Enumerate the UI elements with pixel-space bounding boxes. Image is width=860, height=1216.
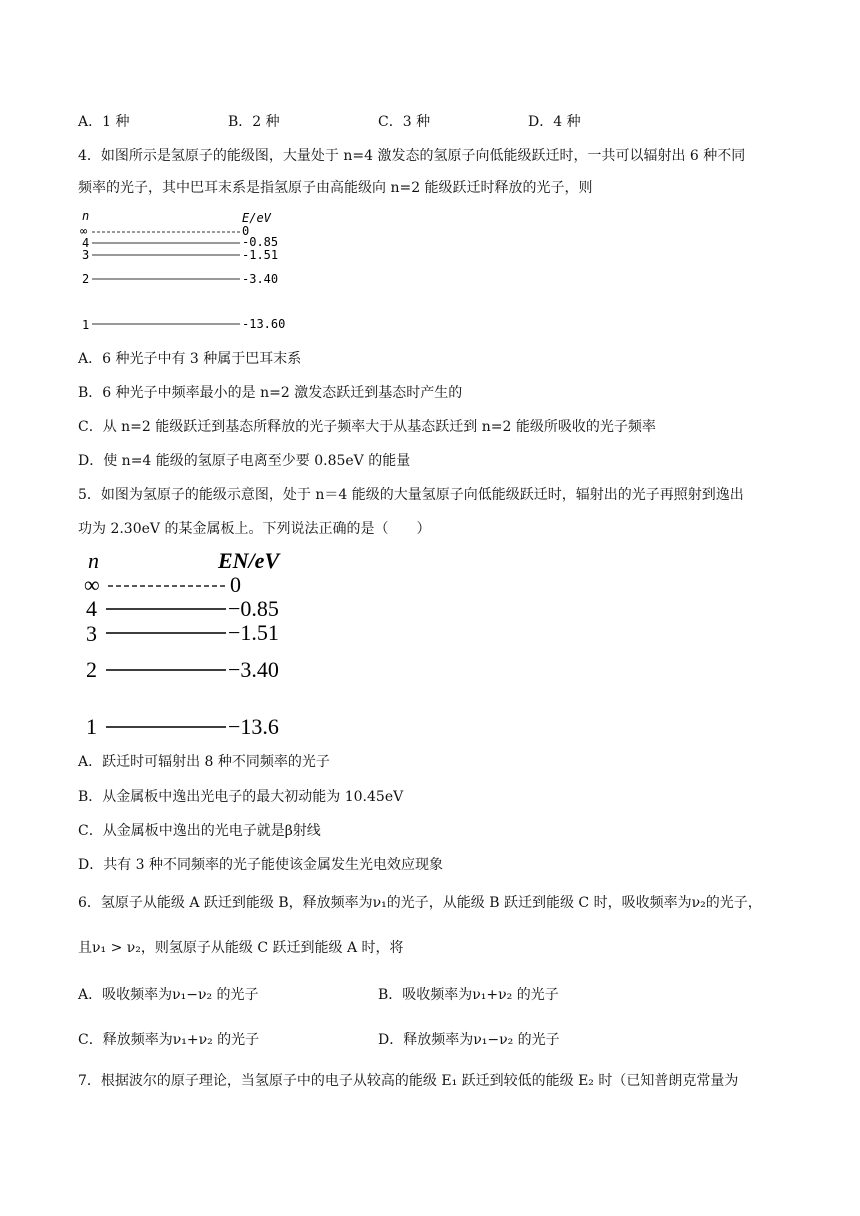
q4-level-4-energy: -0.85: [242, 235, 279, 249]
q5-level-1-energy: −13.6: [228, 714, 279, 739]
q4-option-a: A．6 种光子中有 3 种属于巴耳末系: [78, 351, 302, 367]
q4-energy-axis-label: E/eV: [242, 211, 271, 225]
q6-option-d: D．释放频率为ν₁−ν₂ 的光子: [378, 1032, 560, 1048]
q4-level-4-n: 4: [82, 236, 90, 250]
q4-level-1-n: 1: [82, 318, 90, 332]
q4-level-3-n: 3: [82, 248, 90, 262]
q5-level-4-energy: −0.85: [228, 596, 279, 621]
q5-energy-level-diagram: [82, 544, 312, 742]
q3-option-b: B．2 种: [228, 114, 280, 130]
q5-energy-axis-label: EN/eV: [218, 548, 280, 573]
q3-option-c: C．3 种: [378, 114, 431, 130]
q5-level-1-n: 1: [86, 714, 97, 739]
q5-n-axis-label: n: [88, 548, 99, 573]
q5-level-3-n: 3: [86, 621, 97, 646]
q4-level-2-energy: -3.40: [242, 272, 279, 286]
q6-stem-line-1: 6．氢原子从能级 A 跃迁到能级 B，释放频率为ν₁的光子，从能级 B 跃迁到能级 C 时，吸收频率为ν₂的光子，: [78, 895, 762, 911]
q5-level-2-n: 2: [86, 657, 97, 682]
q4-option-b: B．6 种光子中频率最小的是 n=2 激发态跃迁到基态时产生的: [78, 385, 463, 401]
q6-stem-line-2: 且ν₁ > ν₂，则氢原子从能级 C 跃迁到能级 A 时，将: [78, 940, 404, 956]
q3-option-d: D．4 种: [528, 114, 581, 130]
q5-level-inf-energy: 0: [230, 572, 241, 597]
q4-level-3-energy: -1.51: [242, 248, 279, 262]
q5-option-a: A．跃迁时可辐射出 8 种不同频率的光子: [78, 754, 330, 770]
q5-level-2-energy: −3.40: [228, 657, 279, 682]
q4-level-2-n: 2: [82, 272, 90, 286]
q5-level-4-n: 4: [86, 596, 97, 621]
q6-option-b: B．吸收频率为ν₁+ν₂ 的光子: [378, 987, 559, 1003]
q5-option-b: B．从金属板中逸出光电子的最大初动能为 10.45eV: [78, 789, 404, 805]
q7-stem-line-1: 7．根据波尔的原子理论，当氢原子中的电子从较高的能级 E₁ 跃迁到较低的能级 E₂ 时（已知普朗克常量为: [78, 1073, 739, 1089]
q5-level-inf-n: ∞: [84, 572, 100, 597]
q5-stem-line-1: 5．如图为氢原子的能级示意图，处于 n＝4 能级的大量氢原子向低能级跃迁时，辐射出的光子再照射到逸出: [78, 487, 744, 503]
q5-option-c: C．从金属板中逸出的光电子就是β射线: [78, 823, 321, 839]
q5-level-3-energy: −1.51: [228, 620, 279, 645]
q4-option-d: D．使 n=4 能级的氢原子电离至少要 0.85eV 的能量: [78, 453, 411, 469]
q4-n-axis-label: n: [82, 209, 90, 223]
q4-level-1-energy: -13.60: [242, 317, 286, 331]
q5-stem-line-2: 功为 2.30eV 的某金属板上。下列说法正确的是（ ）: [78, 521, 431, 537]
q4-level-inf-energy: 0: [242, 224, 250, 238]
q4-stem-line-2: 频率的光子，其中巴耳末系是指氢原子由高能级向 n=2 能级跃迁时释放的光子，则: [78, 180, 593, 196]
q4-energy-level-diagram: [76, 208, 296, 338]
q4-stem-line-1: 4．如图所示是氢原子的能级图，大量处于 n=4 激发态的氢原子向低能级跃迁时，一共可以辐射出 6 种不同: [78, 148, 746, 164]
q3-option-a: A．1 种: [78, 114, 130, 130]
q4-level-inf-n: ∞: [80, 224, 88, 238]
q6-option-c: C．释放频率为ν₁+ν₂ 的光子: [78, 1032, 260, 1048]
q6-option-a: A．吸收频率为ν₁−ν₂ 的光子: [78, 987, 259, 1003]
q5-option-d: D．共有 3 种不同频率的光子能使该金属发生光电效应现象: [78, 857, 444, 873]
q4-option-c: C．从 n=2 能级跃迁到基态所释放的光子频率大于从基态跃迁到 n=2 能级所吸收的光子频率: [78, 419, 656, 435]
